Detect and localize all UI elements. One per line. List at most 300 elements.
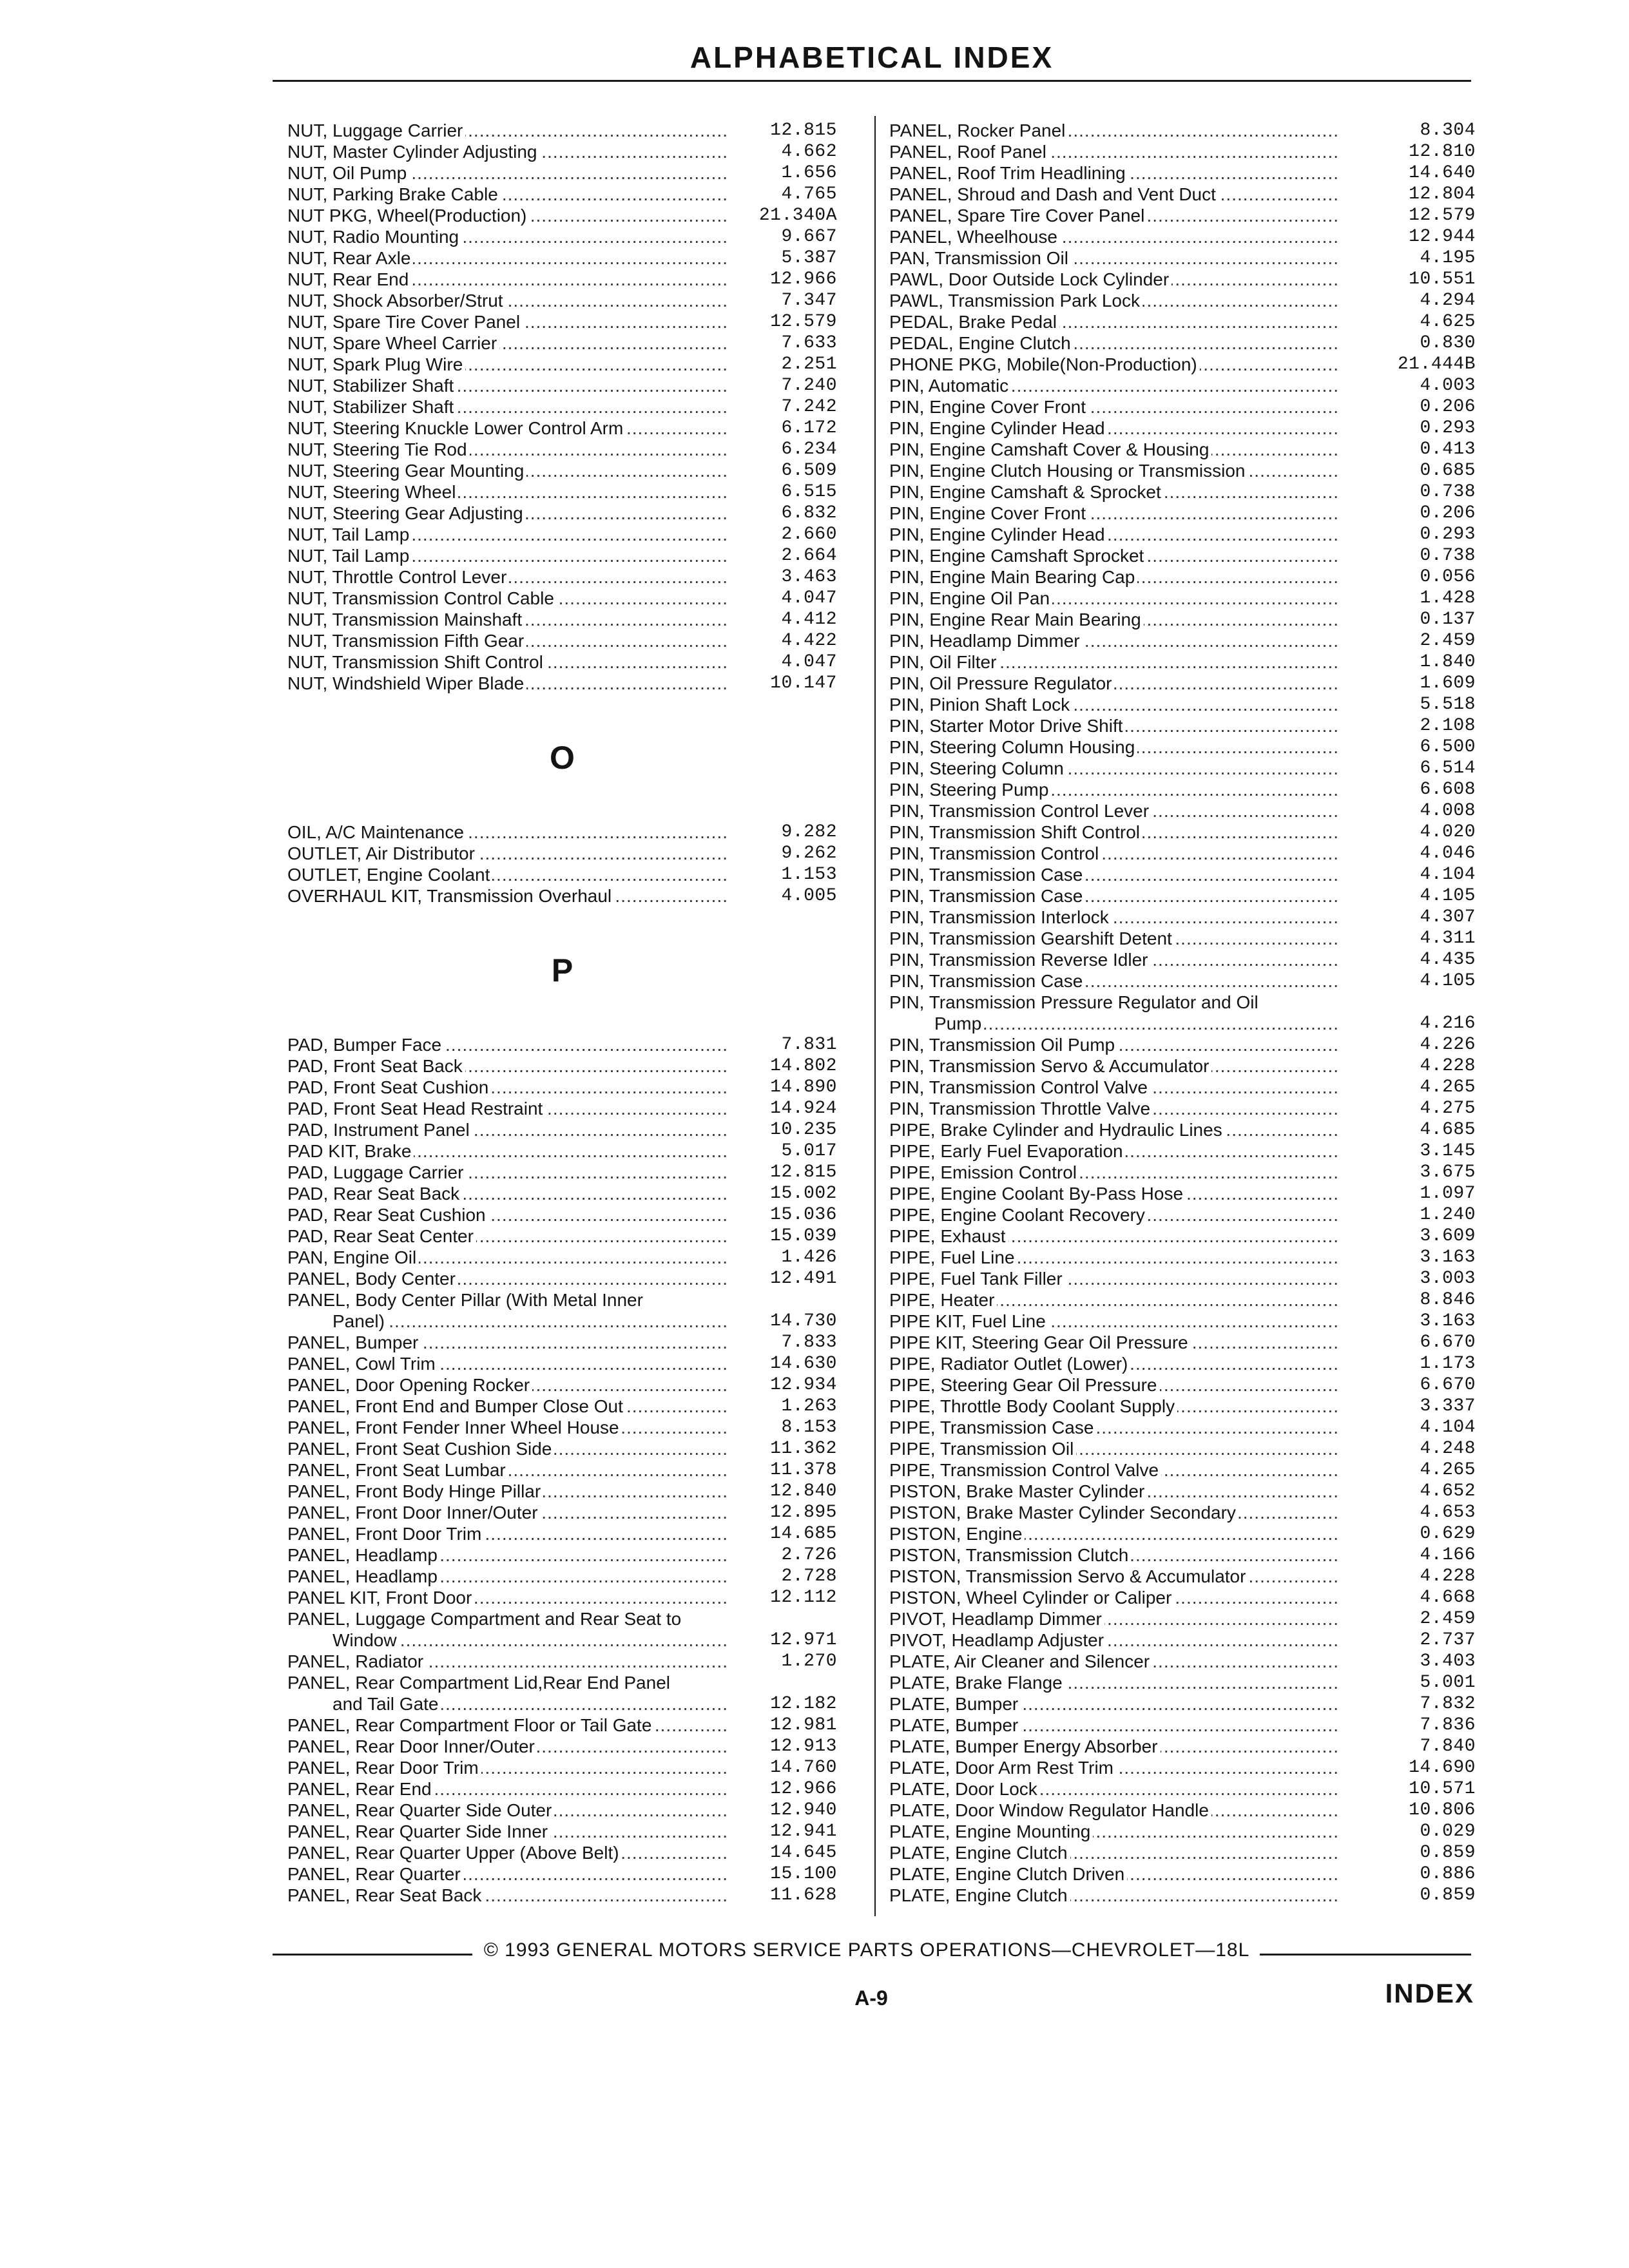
- entry-name: [889, 843, 1349, 864]
- index-entry: [889, 460, 1476, 481]
- entry-name: [889, 226, 1349, 247]
- entry-page-number: 4.248: [1420, 1439, 1476, 1459]
- entry-name: [889, 1162, 1349, 1183]
- entry-name-text: PIN, Transmission Gearshift Detent: [889, 928, 1175, 948]
- entry-name-text: PISTON, Wheel Cylinder or Caliper: [889, 1588, 1174, 1608]
- entry-name-text: NUT, Transmission Control Cable: [287, 588, 557, 608]
- entry-page-number: 1.097: [1420, 1184, 1476, 1204]
- index-entry: [889, 1204, 1476, 1225]
- entry-name: [889, 205, 1349, 226]
- entry-name: [287, 460, 738, 481]
- index-entry: [287, 396, 837, 418]
- entry-name-text: PISTON, Brake Master Cylinder Secondary: [889, 1503, 1239, 1523]
- index-entry: [889, 949, 1476, 970]
- index-entry: [889, 545, 1476, 566]
- entry-name-continuation: Window: [333, 1630, 397, 1650]
- index-entry: [889, 843, 1476, 864]
- entry-page-number: 0.056: [1420, 567, 1476, 587]
- entry-name-text: PIN, Pinion Shaft Lock: [889, 695, 1072, 715]
- index-entry: [287, 460, 837, 481]
- entry-page-number: 14.640: [1409, 163, 1476, 183]
- entry-name-text: NUT, Steering Knuckle Lower Control Arm: [287, 418, 626, 438]
- entry-page-number: 3.163: [1420, 1311, 1476, 1331]
- entry-name: [889, 290, 1349, 311]
- entry-page-number: 12.840: [770, 1481, 837, 1501]
- entry-name: [889, 1736, 1349, 1757]
- entry-name-text: PANEL, Bumper: [287, 1332, 421, 1352]
- entry-name-text: NUT, Throttle Control Lever: [287, 567, 509, 587]
- entry-name-text: PIN, Steering Column Housing: [889, 737, 1137, 757]
- entry-page-number: 15.100: [770, 1864, 837, 1884]
- entry-page-number: 7.840: [1420, 1736, 1476, 1756]
- entry-name: [889, 375, 1349, 396]
- entry-name: [287, 1055, 738, 1077]
- entry-name-text: PIN, Engine Cylinder Head: [889, 418, 1108, 438]
- entry-name-text: PANEL, Roof Panel: [889, 142, 1049, 162]
- entry-page-number: 4.685: [1420, 1120, 1476, 1140]
- entry-page-number: 4.625: [1420, 312, 1476, 332]
- index-entry: [889, 396, 1476, 418]
- entry-name-text: PAD KIT, Brake: [287, 1141, 414, 1161]
- entry-name: [889, 311, 1349, 332]
- entry-name-text: PANEL, Headlamp: [287, 1566, 440, 1586]
- entry-name-text: PAN, Engine Oil: [287, 1247, 419, 1267]
- entry-name-text: NUT, Rear End: [287, 269, 411, 289]
- entry-name-text: PIPE, Emission Control: [889, 1162, 1079, 1182]
- entry-name: [889, 269, 1349, 290]
- entry-page-number: 4.294: [1420, 291, 1476, 311]
- index-entry: [889, 970, 1476, 992]
- entry-page-number: 4.047: [781, 588, 837, 608]
- index-entry: [889, 992, 1476, 1034]
- column-divider: [874, 116, 876, 1916]
- entry-name: [889, 736, 1349, 758]
- entry-name-text: PLATE, Door Arm Rest Trim: [889, 1758, 1116, 1778]
- entry-page-number: 4.166: [1420, 1545, 1476, 1565]
- index-entry: [889, 694, 1476, 715]
- entry-name-text: NUT, Tail Lamp: [287, 524, 412, 544]
- entry-name-text: PANEL, Spare Tire Cover Panel: [889, 206, 1147, 226]
- entry-page-number: 0.206: [1420, 503, 1476, 523]
- index-entry: [287, 439, 837, 460]
- entry-name: [889, 1715, 1349, 1736]
- entry-name: [287, 375, 738, 396]
- entry-page-number: 6.172: [781, 418, 837, 438]
- entry-page-number: 2.664: [781, 546, 837, 566]
- entry-page-number: 10.551: [1409, 269, 1476, 289]
- entry-page-number: 0.293: [1420, 418, 1476, 438]
- entry-page-number: 2.459: [1420, 631, 1476, 651]
- entry-name-text: NUT, Steering Gear Adjusting: [287, 503, 526, 523]
- entry-page-number: 14.685: [770, 1524, 837, 1544]
- entry-page-number: 4.008: [1420, 801, 1476, 821]
- entry-name: [889, 1353, 1349, 1374]
- entry-name-text: OUTLET, Air Distributor: [287, 843, 477, 863]
- entry-page-number: 14.924: [770, 1099, 837, 1119]
- index-entry: [889, 800, 1476, 822]
- entry-name-text: PIPE KIT, Fuel Line: [889, 1311, 1048, 1331]
- index-entry: [889, 1715, 1476, 1736]
- entry-name-text: PAD, Front Seat Head Restraint: [287, 1099, 545, 1119]
- entry-page-number: 9.667: [781, 227, 837, 247]
- entry-page-number: 10.235: [770, 1120, 837, 1140]
- entry-page-number: 9.282: [781, 822, 837, 842]
- index-entry: [287, 1523, 837, 1544]
- entry-page-number: 14.645: [770, 1843, 837, 1863]
- entry-name-text: PLATE, Engine Mounting: [889, 1821, 1093, 1841]
- entry-name: [287, 1651, 738, 1672]
- entry-name-text: PANEL, Front Seat Lumbar: [287, 1460, 508, 1480]
- entry-name: [287, 566, 738, 588]
- entry-name-text: PIPE, Transmission Case: [889, 1418, 1096, 1437]
- entry-name: [287, 1757, 738, 1778]
- entry-name: [287, 1417, 738, 1438]
- entry-page-number: 4.662: [781, 142, 837, 162]
- entry-name-text: PANEL, Body Center Pillar (With Metal Inner: [287, 1290, 643, 1310]
- entry-page-number: 0.685: [1420, 461, 1476, 481]
- entry-name: [889, 1332, 1349, 1353]
- entry-name: [889, 907, 1349, 928]
- entry-name: [287, 651, 738, 673]
- entry-name: [287, 1481, 738, 1502]
- entry-name: [889, 1587, 1349, 1608]
- entry-name: [889, 396, 1349, 418]
- index-entry: [889, 226, 1476, 247]
- index-entry: [889, 1651, 1476, 1672]
- entry-name: [889, 1651, 1349, 1672]
- index-entry: [889, 375, 1476, 396]
- index-entry: [287, 481, 837, 503]
- index-entry: [287, 1247, 837, 1268]
- entry-page-number: 0.029: [1420, 1821, 1476, 1841]
- index-entry: [287, 1566, 837, 1587]
- entry-page-number: 6.509: [781, 461, 837, 481]
- entry-name: [889, 332, 1349, 354]
- entry-name: [889, 1523, 1349, 1544]
- entry-page-number: 11.362: [770, 1439, 837, 1459]
- index-entry: [889, 1140, 1476, 1162]
- entry-name-text: NUT PKG, Wheel(Production): [287, 206, 529, 226]
- entry-name: [889, 1311, 1349, 1332]
- index-entry: [889, 1566, 1476, 1587]
- entry-name: [889, 1672, 1349, 1693]
- index-entry: [287, 354, 837, 375]
- entry-name: [287, 864, 738, 885]
- entry-name-text: PIN, Transmission Reverse Idler: [889, 950, 1150, 970]
- index-entry: [889, 1757, 1476, 1778]
- index-entry: [287, 1162, 837, 1183]
- entry-page-number: 2.737: [1420, 1630, 1476, 1650]
- entry-name: [889, 120, 1349, 141]
- entry-name: [287, 1204, 738, 1225]
- index-entry: [287, 822, 837, 843]
- index-entry: [287, 1119, 837, 1140]
- entry-name-text: NUT, Spare Tire Cover Panel: [287, 312, 523, 332]
- entry-name: [287, 1162, 738, 1183]
- index-entry: [287, 843, 837, 864]
- footer-rule-right: [1260, 1954, 1471, 1956]
- entry-name: [889, 1268, 1349, 1289]
- entry-page-number: 2.728: [781, 1566, 837, 1586]
- index-entry: [889, 503, 1476, 524]
- index-entry: [889, 524, 1476, 545]
- entry-page-number: 14.630: [770, 1354, 837, 1374]
- entry-name: [889, 1629, 1349, 1651]
- entry-name: [889, 1098, 1349, 1119]
- entry-name-text: PIVOT, Headlamp Adjuster: [889, 1630, 1106, 1650]
- entry-name: [287, 1842, 738, 1863]
- entry-name: [889, 418, 1349, 439]
- entry-name-text: PIN, Automatic: [889, 376, 1011, 396]
- entry-page-number: 14.890: [770, 1077, 837, 1097]
- entry-name-text: PAD, Front Seat Back: [287, 1056, 465, 1076]
- section-heading-o: O: [550, 740, 575, 776]
- index-entry: [889, 1587, 1476, 1608]
- entry-name: [287, 354, 738, 375]
- entry-name: [287, 1800, 738, 1821]
- entry-name-text: PANEL, Cowl Trim: [287, 1354, 438, 1374]
- entry-name-text: NUT, Tail Lamp: [287, 546, 412, 566]
- entry-name-text: PANEL, Front Door Inner/Outer: [287, 1503, 541, 1523]
- entry-page-number: 21.444B: [1397, 354, 1476, 374]
- index-entry: [889, 1693, 1476, 1715]
- entry-page-number: 4.652: [1420, 1481, 1476, 1501]
- entry-name-text: PAD, Luggage Carrier: [287, 1162, 466, 1182]
- index-entry: [287, 1438, 837, 1459]
- entry-page-number: 12.815: [770, 1162, 837, 1182]
- entry-page-number: 10.147: [770, 673, 837, 693]
- entry-page-number: 0.859: [1420, 1885, 1476, 1905]
- entry-name: [889, 1225, 1349, 1247]
- entry-name: [889, 1034, 1349, 1055]
- index-entry: [889, 1629, 1476, 1651]
- entry-name: [889, 1481, 1349, 1502]
- entry-name: [287, 141, 738, 162]
- index-entry: [889, 1311, 1476, 1332]
- entry-page-number: 8.304: [1420, 120, 1476, 140]
- index-entry: [287, 1353, 837, 1374]
- index-entry: [287, 651, 837, 673]
- entry-name: [287, 1098, 738, 1119]
- index-entry: [889, 1736, 1476, 1757]
- entry-name: [889, 1183, 1349, 1204]
- entry-page-number: 0.413: [1420, 439, 1476, 459]
- entry-page-number: 4.653: [1420, 1503, 1476, 1523]
- entry-name: [889, 1757, 1349, 1778]
- entry-page-number: 12.941: [770, 1821, 837, 1841]
- entry-page-number: 12.804: [1409, 184, 1476, 204]
- entry-page-number: 12.913: [770, 1736, 837, 1756]
- index-column-left: [287, 120, 837, 1906]
- entry-name-text: PANEL, Front End and Bumper Close Out: [287, 1396, 626, 1416]
- entry-name: [287, 609, 738, 630]
- entry-name-text: PAD, Bumper Face: [287, 1035, 444, 1055]
- index-entry: [287, 1502, 837, 1523]
- index-entry: [287, 120, 837, 141]
- entry-name-text: PANEL, Rear End: [287, 1779, 434, 1799]
- index-entry: [889, 1055, 1476, 1077]
- entry-name-text: PIN, Transmission Control: [889, 843, 1101, 863]
- entry-name: [287, 226, 738, 247]
- entry-name-text: PLATE, Bumper: [889, 1715, 1021, 1735]
- entry-name: [889, 609, 1349, 630]
- entry-name-text: NUT, Oil Pump: [287, 163, 409, 183]
- entry-page-number: 0.886: [1420, 1864, 1476, 1884]
- index-entry: [287, 226, 837, 247]
- entry-name: [287, 1077, 738, 1098]
- entry-name-text: NUT, Transmission Mainshaft: [287, 610, 525, 629]
- entry-name: [287, 1715, 738, 1736]
- entry-name: [889, 1502, 1349, 1523]
- entry-name: [287, 1332, 738, 1353]
- index-entry: [889, 290, 1476, 311]
- index-entry: [889, 758, 1476, 779]
- index-entry: [287, 1225, 837, 1247]
- entry-name: [287, 1225, 738, 1247]
- entry-page-number: 4.412: [781, 610, 837, 629]
- entry-page-number: 14.730: [770, 1311, 837, 1331]
- entry-page-number: 0.629: [1420, 1524, 1476, 1544]
- entry-name: [287, 311, 738, 332]
- index-entry: [287, 1289, 837, 1332]
- index-entry: [287, 269, 837, 290]
- entry-name: [889, 503, 1349, 524]
- entry-name: [287, 162, 738, 184]
- index-entry: [889, 1608, 1476, 1629]
- entry-name-text: PANEL, Body Center: [287, 1269, 458, 1289]
- entry-name: [889, 758, 1349, 779]
- entry-name: [889, 1544, 1349, 1566]
- entry-name-text: PANEL, Rear Door Inner/Outer: [287, 1736, 537, 1756]
- entry-name-text: NUT, Steering Tie Rod: [287, 439, 470, 459]
- index-entry: [889, 630, 1476, 651]
- index-column-right: [889, 120, 1476, 1906]
- entry-name: [889, 1438, 1349, 1459]
- index-entry: [287, 1821, 837, 1842]
- entry-name-text: PIN, Engine Main Bearing Cap: [889, 567, 1137, 587]
- index-entry: [287, 1417, 837, 1438]
- index-entry: [287, 1459, 837, 1481]
- index-entry: [287, 1608, 837, 1651]
- entry-name: [287, 1863, 738, 1885]
- index-entry: [889, 354, 1476, 375]
- entry-page-number: 7.831: [781, 1035, 837, 1055]
- index-entry: [287, 1268, 837, 1289]
- index-entry: [889, 162, 1476, 184]
- entry-page-number: 6.670: [1420, 1375, 1476, 1395]
- entry-page-number: 7.242: [781, 397, 837, 417]
- entry-name-continuation: Panel): [333, 1311, 385, 1331]
- entry-name: [287, 843, 738, 864]
- entry-name-text: NUT, Windshield Wiper Blade: [287, 673, 526, 693]
- entry-page-number: 3.403: [1420, 1651, 1476, 1671]
- entry-name-text: PIPE, Throttle Body Coolant Supply: [889, 1396, 1177, 1416]
- entry-name-text: PAWL, Transmission Park Lock: [889, 291, 1142, 311]
- entry-name-text: PISTON, Brake Master Cylinder: [889, 1481, 1147, 1501]
- index-entry: [889, 566, 1476, 588]
- entry-name-text: NUT, Stabilizer Shaft: [287, 397, 456, 417]
- entry-name-text: PLATE, Bumper: [889, 1694, 1021, 1714]
- entry-name-text: PIN, Engine Camshaft Cover & Housing: [889, 439, 1211, 459]
- entry-name: [287, 1247, 738, 1268]
- entry-page-number: 4.105: [1420, 971, 1476, 991]
- entry-page-number: 1.426: [781, 1247, 837, 1267]
- index-entry: [889, 1502, 1476, 1523]
- entry-name: [889, 1055, 1349, 1077]
- index-entry: [889, 332, 1476, 354]
- entry-name: [287, 1268, 738, 1289]
- entry-name: [287, 1608, 738, 1651]
- entry-name: [889, 162, 1349, 184]
- entry-name-text: PIN, Transmission Shift Control: [889, 822, 1142, 842]
- entry-page-number: 14.760: [770, 1758, 837, 1778]
- index-entry: [889, 907, 1476, 928]
- entry-name: [287, 1566, 738, 1587]
- index-entry: [889, 1481, 1476, 1502]
- entry-page-number: 4.020: [1420, 822, 1476, 842]
- entry-name-text: PANEL, Wheelhouse: [889, 227, 1060, 247]
- entry-page-number: 6.832: [781, 503, 837, 523]
- index-entry: [889, 1417, 1476, 1438]
- entry-name-text: OUTLET, Engine Coolant: [287, 865, 492, 885]
- entry-name-text: PIN, Transmission Control Lever: [889, 801, 1152, 821]
- entry-name-text: PIPE, Heater: [889, 1290, 997, 1310]
- entry-name: [889, 545, 1349, 566]
- entry-name: [287, 673, 738, 694]
- entry-name: [287, 1544, 738, 1566]
- entry-name-text: PAWL, Door Outside Lock Cylinder: [889, 269, 1171, 289]
- entry-name: [889, 1247, 1349, 1268]
- index-entry: [889, 1077, 1476, 1098]
- index-entry: [889, 1119, 1476, 1140]
- index-entry: [287, 503, 837, 524]
- entry-page-number: 3.463: [781, 567, 837, 587]
- entry-page-number: 12.815: [770, 120, 837, 140]
- entry-page-number: 7.347: [781, 291, 837, 311]
- entry-name: [287, 1438, 738, 1459]
- entry-name-text: PIPE, Early Fuel Evaporation: [889, 1141, 1126, 1161]
- entry-page-number: 12.940: [770, 1800, 837, 1820]
- entry-name: [889, 1119, 1349, 1140]
- index-entry: [889, 1778, 1476, 1800]
- entry-name-text: PANEL, Roof Trim Headlining: [889, 163, 1128, 183]
- index-entry: [889, 1289, 1476, 1311]
- entry-name-text: NUT, Steering Wheel: [287, 482, 458, 502]
- entry-name-text: PANEL, Shroud and Dash and Vent Duct: [889, 184, 1219, 204]
- entry-name: [287, 247, 738, 269]
- entry-name-text: PIN, Transmission Case: [889, 886, 1085, 906]
- index-entry: [889, 1672, 1476, 1693]
- entry-name-continuation: and Tail Gate: [333, 1694, 439, 1714]
- entry-name-text: PAD, Rear Seat Center: [287, 1226, 476, 1246]
- index-entry: [287, 1034, 837, 1055]
- entry-page-number: 4.216: [1420, 1014, 1476, 1033]
- entry-name: [287, 1374, 738, 1396]
- index-entry: [287, 545, 837, 566]
- index-entry: [287, 1077, 837, 1098]
- index-entry: [889, 1247, 1476, 1268]
- entry-name: [889, 460, 1349, 481]
- entry-name: [889, 800, 1349, 822]
- index-entry: [287, 141, 837, 162]
- entry-name-text: PHONE PKG, Mobile(Non-Production): [889, 354, 1200, 374]
- index-entry: [287, 1055, 837, 1077]
- entry-name-text: NUT, Transmission Shift Control: [287, 652, 546, 672]
- entry-page-number: 2.459: [1420, 1609, 1476, 1629]
- entry-name-text: PIN, Transmission Case: [889, 971, 1085, 991]
- entry-name-text: PANEL, Front Body Hinge Pillar: [287, 1481, 543, 1501]
- entry-name-text: PIPE, Radiator Outlet (Lower): [889, 1354, 1130, 1374]
